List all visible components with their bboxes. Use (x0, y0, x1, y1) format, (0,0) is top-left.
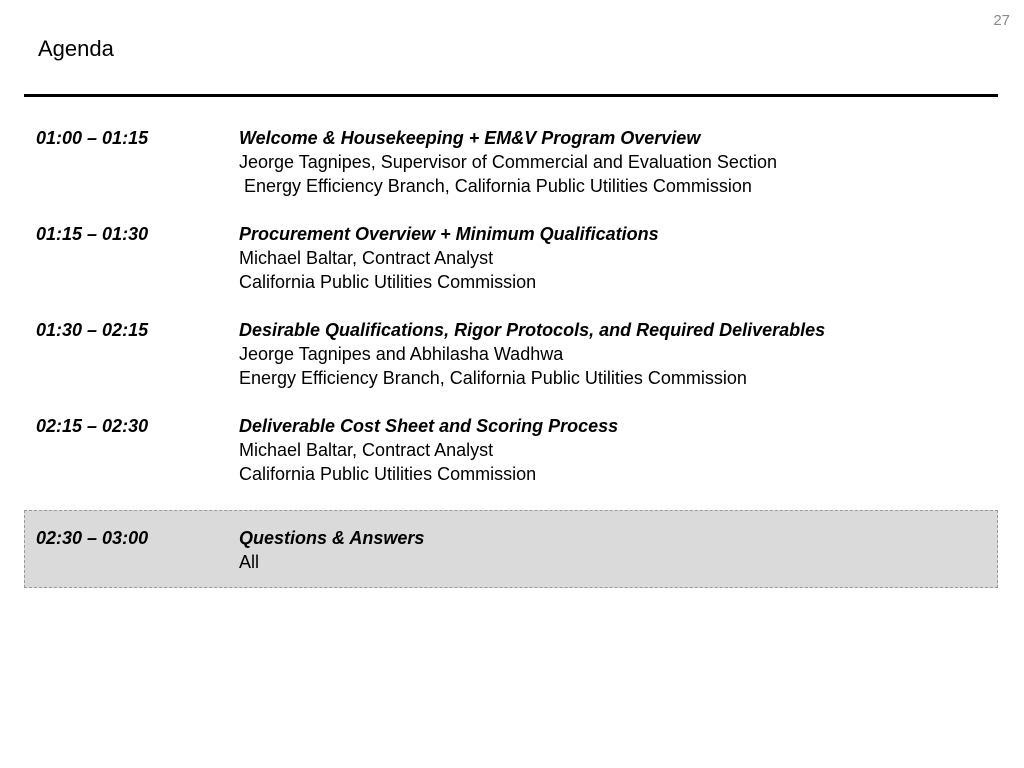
agenda-presenter: Michael Baltar, Contract Analyst (239, 248, 494, 268)
agenda-content (239, 414, 1024, 486)
agenda-time: 01:30 – 02:15 (36, 320, 149, 340)
agenda-presenter: All (239, 552, 260, 572)
agenda-item (0, 414, 1024, 486)
agenda-topic: Desirable Qualifications, Rigor Protocols, and Required Deliverables (239, 320, 826, 340)
agenda-presenter: Jeorge Tagnipes, Supervisor of Commercial and Evaluation Section (239, 152, 777, 172)
agenda-topic: Questions & Answers (239, 528, 425, 548)
agenda-time: 02:15 – 02:30 (36, 416, 149, 436)
agenda-organization: Energy Efficiency Branch, California Public Utilities Commission (239, 176, 752, 196)
agenda-item (0, 222, 1024, 294)
page-number: 27 (993, 12, 1010, 29)
agenda-item-highlighted (24, 510, 998, 588)
agenda-topic: Welcome & Housekeeping + EM&V Program Overview (239, 128, 701, 148)
agenda-item (0, 126, 1024, 198)
agenda-time: 01:00 – 01:15 (36, 128, 149, 148)
agenda-topic: Procurement Overview + Minimum Qualifications (239, 224, 659, 244)
agenda-presenter: Michael Baltar, Contract Analyst (239, 440, 494, 460)
agenda-item (0, 318, 1024, 390)
agenda-list (0, 126, 1024, 612)
agenda-organization: California Public Utilities Commission (239, 464, 537, 484)
agenda-topic: Deliverable Cost Sheet and Scoring Process (239, 416, 619, 436)
agenda-time: 02:30 – 03:00 (36, 528, 149, 548)
agenda-organization: California Public Utilities Commission (239, 272, 537, 292)
agenda-content (239, 318, 1024, 390)
page-title: Agenda (38, 36, 114, 61)
agenda-content (239, 222, 1024, 294)
agenda-time: 01:15 – 01:30 (36, 224, 149, 244)
agenda-presenter: Jeorge Tagnipes and Abhilasha Wadhwa (239, 344, 564, 364)
agenda-content (239, 511, 997, 587)
agenda-content (239, 126, 1024, 198)
agenda-organization: Energy Efficiency Branch, California Public Utilities Commission (239, 368, 747, 388)
title-divider (24, 94, 998, 97)
